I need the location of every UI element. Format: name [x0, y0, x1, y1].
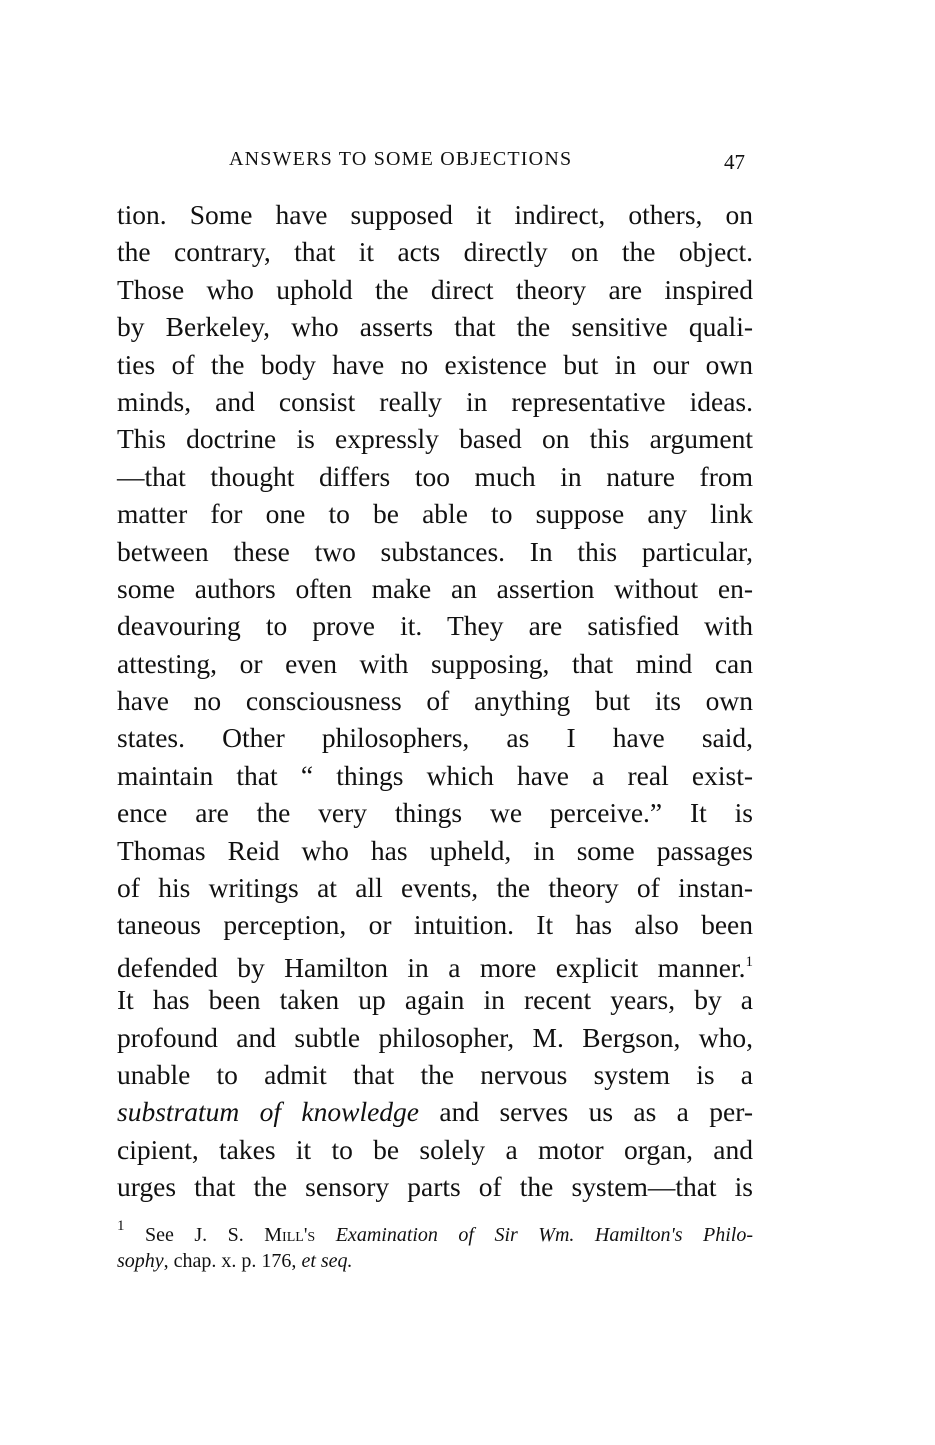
- text-segment: taneous perception, or intuition. It has also been: [117, 909, 753, 941]
- text-segment: Those who uphold the direct theory are inspired: [117, 273, 753, 305]
- text-line: [117, 719, 753, 756]
- text-line: [117, 495, 753, 532]
- italic-text: substratum of knowledge: [117, 1096, 419, 1128]
- small-caps-text: Mill's: [264, 1224, 316, 1246]
- text-line: [117, 607, 753, 644]
- text-segment: ties of the body have no existence but in our own: [117, 348, 753, 380]
- text-segment: —that thought differs too much in nature from: [117, 460, 753, 492]
- text-line: [117, 383, 753, 420]
- text-segment: of his writings at all events, the theory of instan-: [117, 872, 753, 904]
- text-line: [117, 458, 753, 495]
- text-segment: , chap. x. p. 176,: [163, 1250, 302, 1272]
- text-line: [117, 1131, 753, 1168]
- text-segment: defended by Hamilton in a more explicit manner.: [117, 951, 746, 983]
- text-segment: and serves us as a per-: [419, 1096, 753, 1128]
- text-line: [117, 308, 753, 345]
- text-segment: between these two substances. In this particular,: [117, 535, 753, 567]
- body-text: [117, 196, 753, 1206]
- text-line: [117, 981, 753, 1018]
- text-line: [117, 1168, 753, 1205]
- text-segment: cipient, takes it to be solely a motor organ, and: [117, 1133, 753, 1165]
- text-line: [117, 645, 753, 682]
- text-segment: See J. S.: [124, 1224, 265, 1246]
- text-segment: by Berkeley, who asserts that the sensitive quali-: [117, 311, 753, 343]
- text-line: [117, 1093, 753, 1130]
- text-segment: It has been taken up again in recent years, by a: [117, 984, 753, 1016]
- text-line: [117, 233, 753, 270]
- text-segment: [315, 1224, 336, 1246]
- text-segment: profound and subtle philosopher, M. Bergson, who,: [117, 1021, 753, 1053]
- footnotes: [117, 1213, 753, 1274]
- italic-text: et seq.: [301, 1250, 353, 1272]
- text-line: [117, 271, 753, 308]
- text-segment: matter for one to be able to suppose any link: [117, 498, 753, 530]
- text-segment: minds, and consist really in representative ideas.: [117, 385, 753, 417]
- text-segment: urges that the sensory parts of the system—that is: [117, 1171, 753, 1203]
- text-line: [117, 570, 753, 607]
- text-segment: states. Other philosophers, as I have said,: [117, 722, 753, 754]
- text-segment: Thomas Reid who has upheld, in some passages: [117, 834, 753, 866]
- text-segment: the contrary, that it acts directly on the object.: [117, 236, 753, 268]
- text-line: [117, 906, 753, 943]
- text-segment: some authors often make an assertion without en-: [117, 572, 753, 604]
- page-number: 47: [724, 150, 745, 174]
- footnote-marker: 1: [117, 1218, 125, 1234]
- footnote-line: [117, 1248, 753, 1274]
- text-line: [117, 794, 753, 831]
- text-line: [117, 682, 753, 719]
- text-line: [117, 1019, 753, 1056]
- text-line: [117, 196, 753, 233]
- text-segment: tion. Some have supposed it indirect, others, on: [117, 199, 753, 230]
- italic-text: Examination of Sir Wm. Hamilton's Philo-: [335, 1224, 753, 1246]
- text-segment: ence are the very things we perceive.” It is: [117, 797, 753, 829]
- footnote-line: [117, 1213, 753, 1248]
- text-segment: attesting, or even with supposing, that mind can: [117, 647, 753, 679]
- text-segment: have no consciousness of anything but its own: [117, 685, 753, 717]
- text-segment: maintain that “ things which have a real exist-: [117, 759, 753, 791]
- text-line: [117, 869, 753, 906]
- text-line: [117, 944, 753, 981]
- footnote-marker: 1: [745, 953, 753, 970]
- text-line: [117, 346, 753, 383]
- running-head: ANSWERS TO SOME OBJECTIONS: [229, 148, 573, 170]
- text-segment: This doctrine is expressly based on this argument: [117, 423, 753, 455]
- text-segment: unable to admit that the nervous system is a: [117, 1058, 753, 1090]
- text-line: [117, 1056, 753, 1093]
- italic-text: sophy: [117, 1250, 164, 1272]
- text-line: [117, 420, 753, 457]
- text-segment: deavouring to prove it. They are satisfied with: [117, 610, 753, 642]
- text-line: [117, 832, 753, 869]
- text-line: [117, 533, 753, 570]
- text-line: [117, 757, 753, 794]
